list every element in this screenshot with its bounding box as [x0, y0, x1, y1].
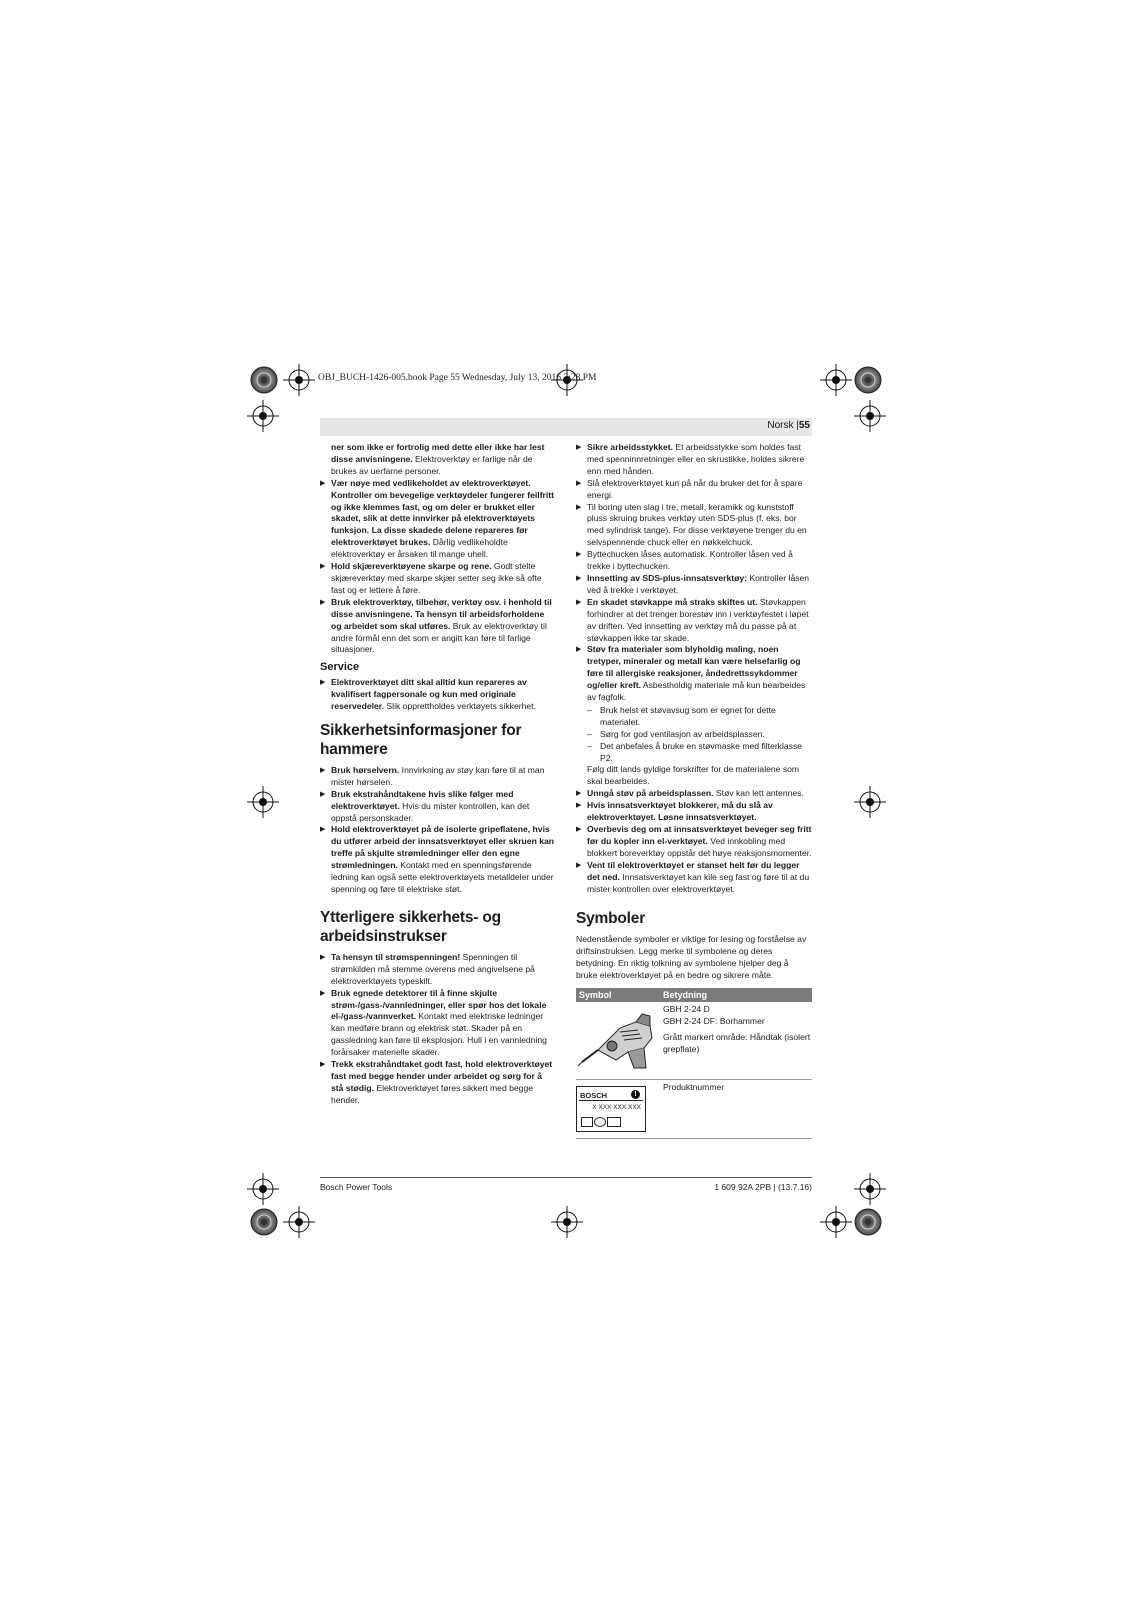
- bullet-wait-stop: ▶ Vent til elektroverktøyet er stanset helt før du legger det ned. Innsatsverktøyet kan kile seg fast og føre til at du mister kontrollen over elektroverktøyet.: [576, 860, 812, 896]
- symbols-intro: Nedenstående symboler er viktige for lesing og forståelse av driftsinstruksen. Legg merke til symbolene og deres betydning. En riktig tolkning av symbolene hjelper deg å bruke elektroverktøyet på en bedre og sikrere måte.: [576, 934, 807, 981]
- symbols-table-header: [576, 988, 812, 1002]
- info-icon: !: [631, 1090, 640, 1099]
- bullet-use-instructions: ▶ Bruk elektroverktøy, tilbehør, verktøy osv. i henhold til disse anvisningene. Ta hensyn til arbeidsforholdene og arbeidet som skal utføres. Bruk av elektroverktøy til andre formål enn det som er angitt kan føre til farlige situasjoner.: [320, 597, 556, 657]
- bullet-detectors: ▶ Bruk egnede detektorer til å finne skjulte strøm-/gass-/vannledninger, eller spør hos det lokale el-/gass-/vannverket. Kontakt med elektriske ledninger kan medføre brann og elektrisk støt. Skader på en gassledning kan føre til eksplosjon. Hull i en vannledning forårsaker materielle skader.: [320, 988, 556, 1059]
- section-title-additional: Ytterligere sikkerhets- og arbeidsinstrukser: [320, 908, 501, 945]
- header-language: Norsk: [767, 420, 794, 431]
- table-row: [576, 1080, 812, 1139]
- header-separator: |: [796, 420, 799, 431]
- row-meaning-2: Produktnummer: [663, 1082, 725, 1093]
- bullet-insulated-grip: ▶ Hold elektroverktøyet på de isolerte gripeflatene, hvis du utfører arbeid der innsatsverktøyet eller skruen kan treffe på skjulte strømledninger eller den egne strømledningen. Kontakt med en spenningsførende ledning kan også sette elektroverktøyets metalldeler under spenning og føre til elektriske støt.: [320, 824, 556, 895]
- symbols-table: [576, 988, 812, 1139]
- header-text: [767, 420, 812, 431]
- bullet-voltage: ▶ Ta hensyn til strømspenningen! Spenningen til strømkilden må stemme overens med angivelsene på elektroverktøyets typeskilt.: [320, 952, 556, 988]
- book-info-line: OBJ_BUCH-1426-005.book Page 55 Wednesday, July 13, 2016 3:28 PM: [318, 373, 597, 383]
- bullet-chuck-lock: ▶ Byttechucken låses automatisk. Kontroller låsen ved å trekke i byttechucken.: [576, 549, 812, 573]
- dash-item-extraction: – Bruk helst et støvavsug som er egnet for dette materialet.: [587, 704, 776, 727]
- bullet-cutting-tools: ▶ Hold skjæreverktøyene skarpe og rene. Godt stelte skjæreverktøy med skarpe skjær setter seg ikke så ofte fast og er lettere å føre.: [320, 561, 556, 597]
- hammer-drill-illustration: [576, 1002, 663, 1079]
- page-number: 55: [798, 420, 810, 431]
- column-meaning: Betydning: [663, 990, 707, 1001]
- section-title-symbols: Symboler: [576, 910, 646, 928]
- footer-rule: [320, 1177, 812, 1178]
- dash-item-ventilation: – Sørg for god ventilasjon av arbeidsplassen.: [587, 728, 765, 739]
- bullet-avoid-dust: ▶ Unngå støv på arbeidsplassen. Støv kan lett antennes.: [576, 788, 812, 800]
- bullet-grip-firmly: ▶ Trekk ekstrahåndtaket godt fast, hold elektroverktøyet fast med begge hender under arbeidet og sørg for å stå stødig. Elektroverktøyet føres sikkert med begge hender.: [320, 1059, 556, 1107]
- bullet-hearing: ▶ Bruk hørselvern. Innvirkning av støy kan føre til at man mister hørselen.: [320, 765, 556, 789]
- row-meaning-1: GBH 2-24 D GBH 2-24 DF: Borhammer Grått markert område: Håndtak (isolert grepflate): [663, 1004, 811, 1054]
- section-title-hammers: Sikkerhetsinformasjoner for hammere: [320, 721, 522, 758]
- regulations-note: Følg ditt lands gyldige forskrifter for de materialene som skal bearbeides.: [587, 764, 800, 787]
- bullet-drilling-without-impact: ▶ Til boring uten slag i tre, metall, keramikk og kunststoff pluss skruing brukes verktøy uten SDS-plus (f. eks. bor med sylindrisk tange). For disse verktøyene trenger du en selvspennende chuck eller en nøkkelchuck.: [576, 502, 812, 550]
- bullet-check-free-movement: ▶ Overbevis deg om at innsatsverktøyet beveger seg fritt før du kopler inn el-verktøyet. Ved innkobling med blokkert boreverktøy oppstår det høye reaksjonsmomenter.: [576, 824, 812, 860]
- bullet-dust-hazard: ▶ Støv fra materialer som blyholdig maling, noen tretyper, mineraler og metall kan være helsefarlig og føre til allergiske reaksjoner, åndedrettssykdommer og/eller kreft. Asbestholdig materiale må kun bearbeides av fagfolk.: [576, 644, 812, 704]
- bullet-sds-plus: ▶ Innsetting av SDS-plus-innsatsverktøy: Kontroller låsen ved å trekke i verktøyet.: [576, 573, 812, 597]
- bullet-handles: ▶ Bruk ekstrahåndtakene hvis slike følger med elektroverktøyet. Hvis du mister kontrollen, kan det oppstå personskader.: [320, 789, 556, 825]
- page-header: [320, 418, 812, 436]
- dash-item-mask: – Det anbefales å bruke en støvmaske med filterklasse P2.: [587, 740, 803, 763]
- bullet-maintenance: ▶ Vær nøye med vedlikeholdet av elektroverktøyet. Kontroller om bevegelige verktøydeler fungerer feilfritt og ikke klemmes fast, og om deler er brukket eller skadet, slik at dette innvirker på elektroverktøyets funksjon. La disse skadede delene repareres før elektroverktøyet brukes. Dårlig vedlikeholdte elektroverktøy er årsaken til mange uhell.: [320, 478, 556, 561]
- service-heading: Service: [320, 661, 360, 674]
- table-row: [576, 1002, 812, 1080]
- right-column: [576, 442, 812, 1139]
- intro-paragraph: ner som ikke er fortrolig med dette eller ikke har lest disse anvisningene. Elektroverktøy er farlige når de brukes av uerfarne personer.: [331, 442, 545, 476]
- footer-right: 1 609 92A 2PB | (13.7.16): [714, 1182, 812, 1192]
- plate-brand: BOSCH: [580, 1091, 608, 1101]
- bullet-energy: ▶ Slå elektroverktøyet kun på når du bruker det for å spare energi.: [576, 478, 812, 502]
- bullet-secure-workpiece: ▶ Sikre arbeidsstykket. Et arbeidsstykke som holdes fast med spenninnretninger eller en skrustikke, holdes sikrere enn med hånden.: [576, 442, 812, 478]
- plate-number: X XXX XXX XXX: [592, 1104, 641, 1112]
- footer-left: Bosch Power Tools: [320, 1182, 393, 1192]
- bullet-service: ▶ Elektroverktøyet ditt skal alltid kun repareres av kvalifisert fagpersonale og kun med originale reservedeler. Slik opprettholdes verktøyets sikkerhet.: [320, 677, 556, 713]
- type-plate-illustration: [576, 1080, 663, 1138]
- column-symbol: Symbol: [579, 990, 612, 1001]
- bullet-blocked-tool: ▶ Hvis innsatsverktøyet blokkerer, må du slå av elektroverktøyet. Løsne innsatsverktøyet.: [576, 800, 812, 824]
- bullet-dust-cap: ▶ En skadet støvkappe må straks skiftes ut. Støvkappen forhindrer at det trenger borestøv inn i verktøyfestet i løpet av driften. Ved innsetting av verktøy må du passe på at støvkappen ikke tar skade.: [576, 597, 812, 645]
- left-column: [320, 442, 556, 1107]
